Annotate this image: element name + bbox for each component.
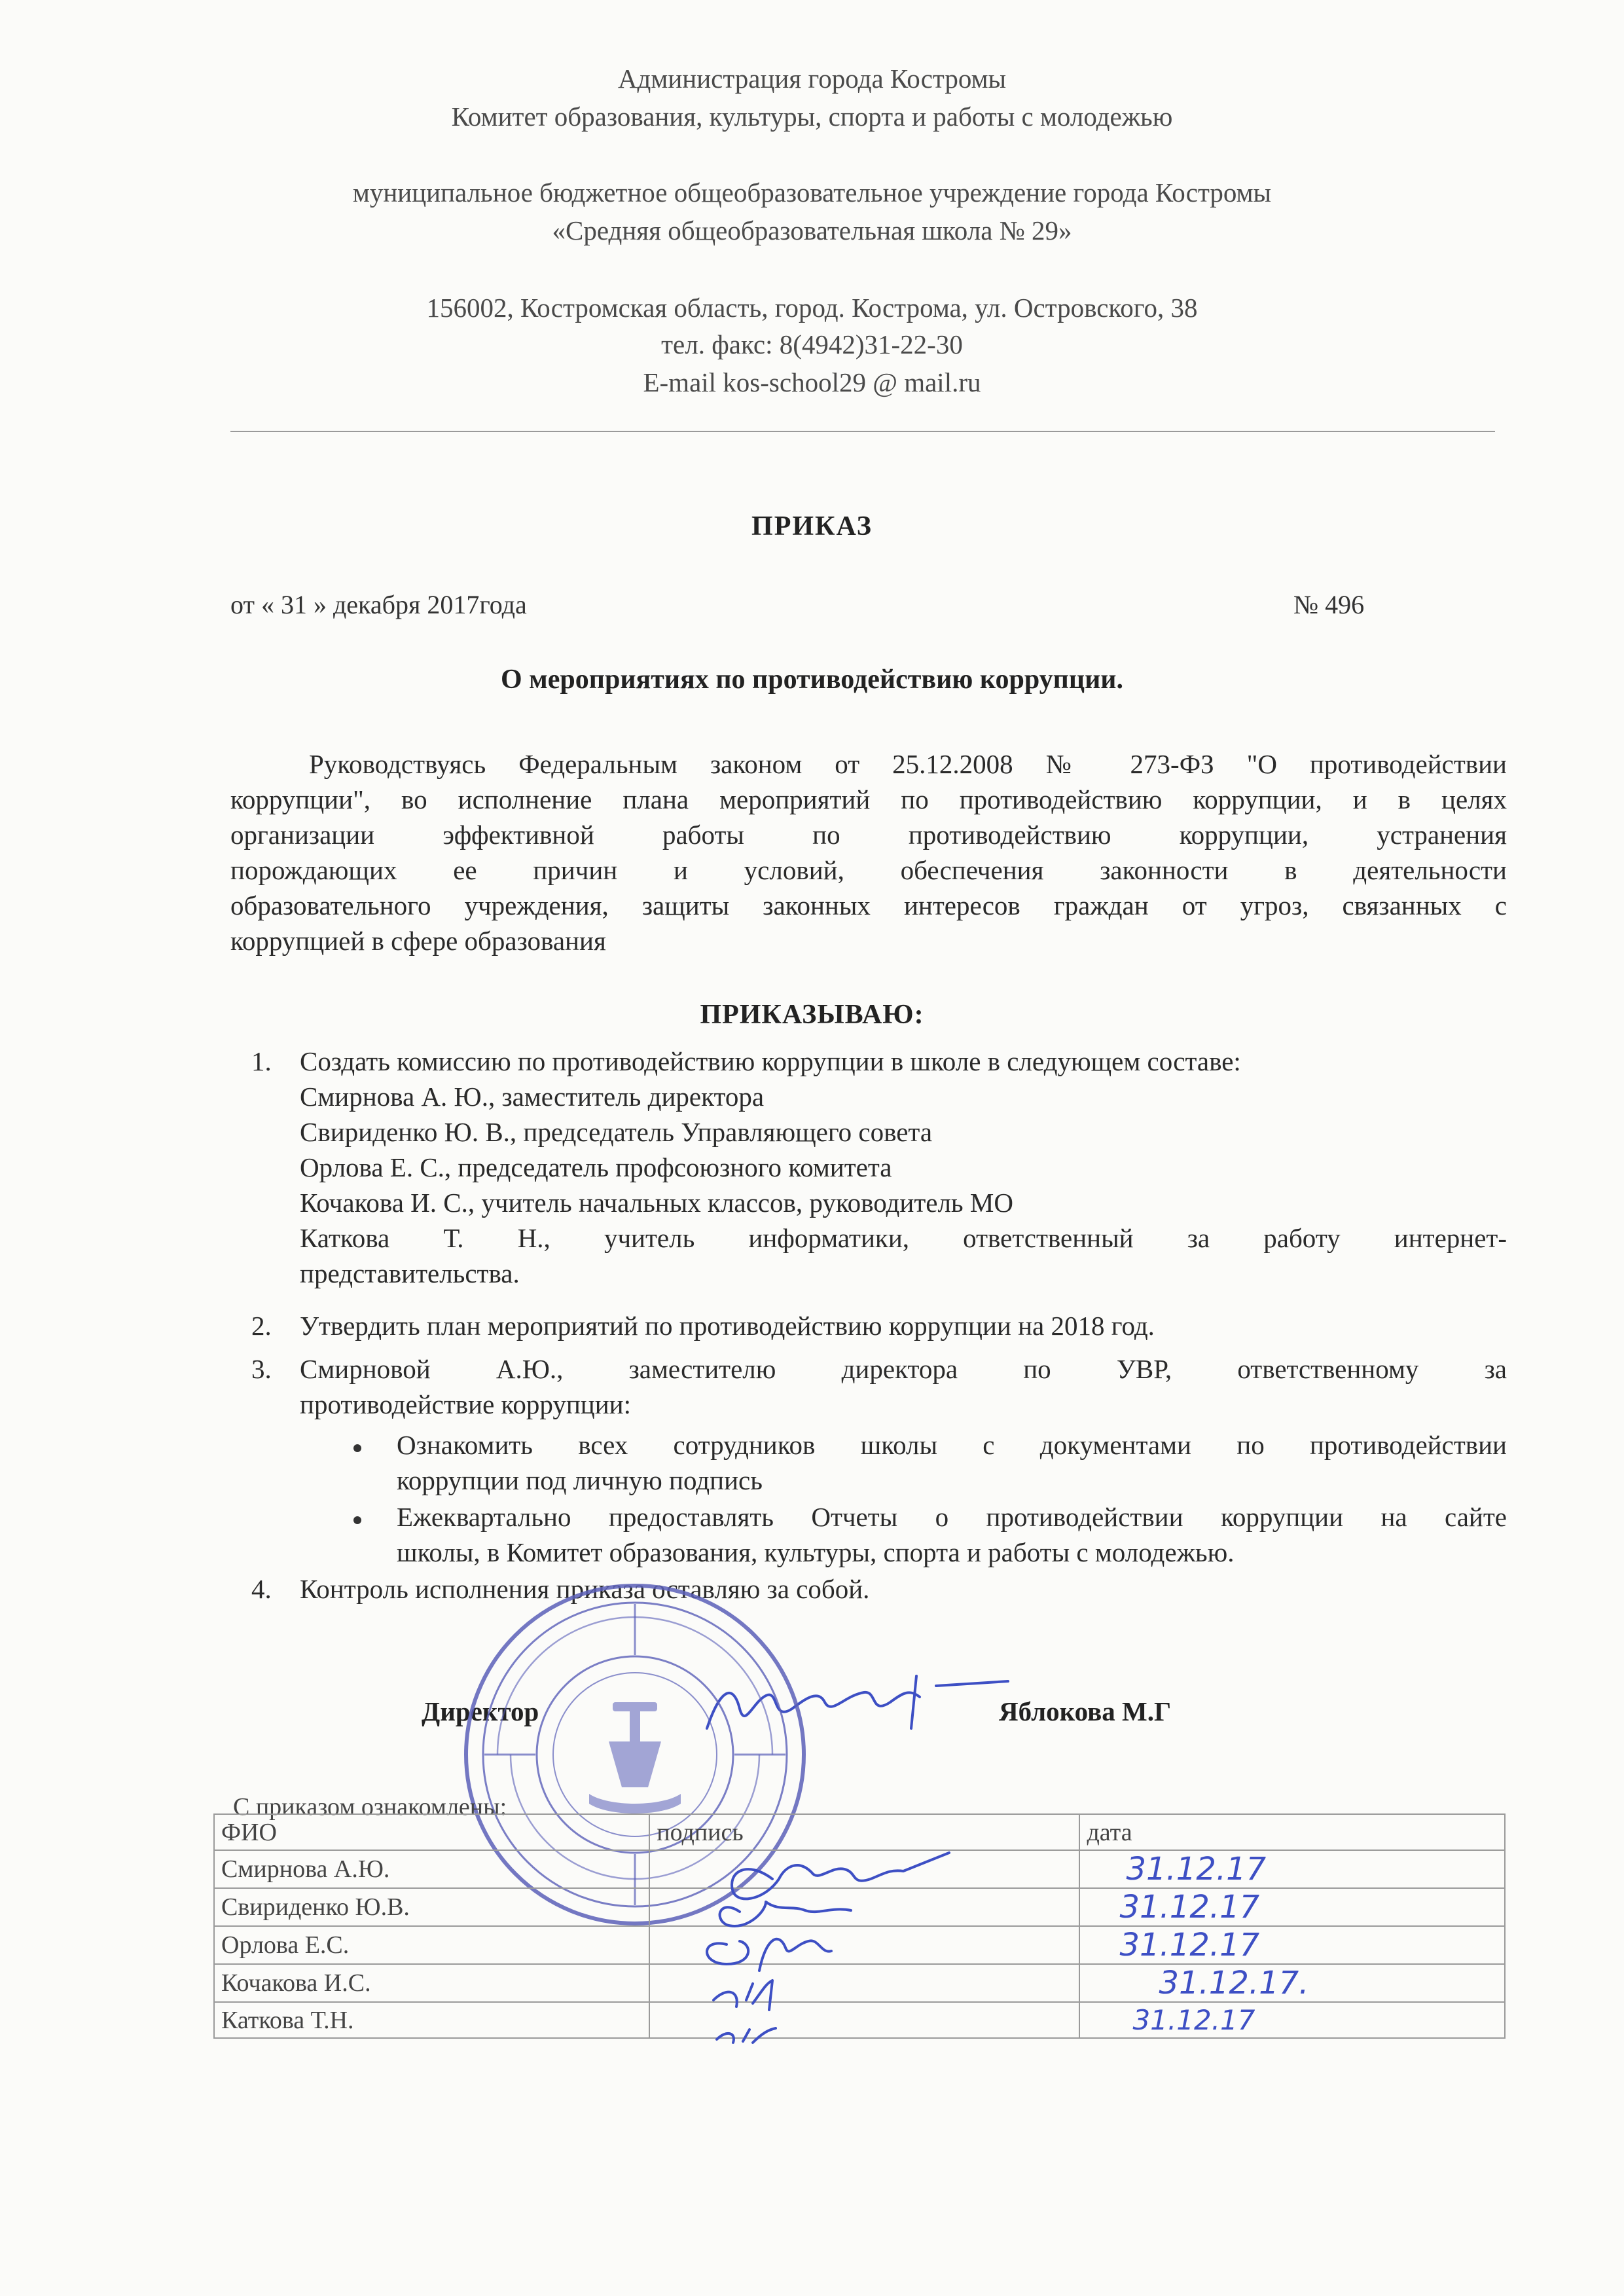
signature-row-4 <box>713 1980 772 2010</box>
order-number: № 496 <box>1293 590 1365 619</box>
header-address: 156002, Костромская область, город. Кострома, ул. Островского, 38 <box>426 293 1198 323</box>
document-title: ПРИКАЗ <box>751 511 873 541</box>
header-school-name: «Средняя общеобразовательная школа № 29» <box>552 215 1072 246</box>
item-2-text: Утвердить план мероприятий по противодействию коррупции на 2018 год. <box>300 1311 1155 1341</box>
header-separator <box>230 431 1495 432</box>
column-header-date: дата <box>1079 1814 1505 1850</box>
signed-date: 31.12.17. <box>1079 1964 1505 2002</box>
preamble-line: организации эффективной работы по противодействию коррупции, устранения <box>230 820 1507 850</box>
preamble-line: Руководствуясь Федеральным законом от 25.12.2008 № 273-ФЗ "О противодействии <box>309 749 1507 779</box>
column-header-signature: подпись <box>649 1814 1079 1850</box>
signed-date: 31.12.17 <box>1079 2002 1505 2038</box>
signature-row-1 <box>732 1853 949 1899</box>
item-number: 3. <box>251 1354 272 1384</box>
item-3-bullet-1-continued: коррупции под личную подпись <box>397 1465 763 1495</box>
item-3-text-continued: противодействие коррупции: <box>300 1389 631 1419</box>
employee-name: Орлова Е.С. <box>214 1926 649 1964</box>
signature-row-3 <box>707 1939 831 1971</box>
signer-position: Директор <box>422 1696 539 1726</box>
commission-member: Орлова Е. С., председатель профсоюзного комитета <box>300 1152 892 1182</box>
column-header-name: ФИО <box>214 1814 649 1850</box>
item-3-bullet-2: Ежеквартально предоставлять Отчеты о противодействии коррупции на сайте <box>397 1502 1507 1532</box>
signature-row-2 <box>720 1902 851 1926</box>
item-4-text: Контроль исполнения приказа оставляю за собой. <box>300 1574 870 1604</box>
preamble-line: образовательного учреждения, защиты законных интересов граждан от угроз, связанных с <box>230 890 1507 920</box>
order-subject: О мероприятиях по противодействию коррупции. <box>501 665 1123 695</box>
item-3-bullet-2-continued: школы, в Комитет образования, культуры, спорта и работы с молодежью. <box>397 1537 1235 1567</box>
header-email: E-mail kos-school29 @ mail.ru <box>643 367 981 397</box>
commission-member: Каткова Т. Н., учитель информатики, ответственный за работу интернет- <box>300 1223 1507 1253</box>
employee-name: Каткова Т.Н. <box>214 2002 649 2038</box>
signed-date: 31.12.17 <box>1079 1926 1505 1964</box>
order-directive: ПРИКАЗЫВАЮ: <box>700 1000 924 1030</box>
header-administration: Администрация города Костромы <box>617 64 1007 94</box>
preamble-line: коррупцией в сфере образования <box>230 926 606 956</box>
header-phone: тел. факс: 8(4942)31-22-30 <box>661 329 963 359</box>
employee-signatures <box>655 1833 1021 2056</box>
employee-name: Свириденко Ю.В. <box>214 1888 649 1926</box>
preamble-line: коррупции", во исполнение плана мероприятий по противодействию коррупции, и в целях <box>230 784 1507 814</box>
item-3-text: Смирновой А.Ю., заместителю директора по УВР, ответственному за <box>300 1354 1507 1384</box>
commission-member: Кочакова И. С., учитель начальных классов, руководитель МО <box>300 1188 1013 1218</box>
header-institution: муниципальное бюджетное общеобразовательное учреждение города Костромы <box>352 177 1272 208</box>
signer-name: Яблокова М.Г <box>999 1696 1172 1726</box>
signed-date: 31.12.17 <box>1079 1888 1505 1926</box>
commission-member: Смирнова А. Ю., заместитель директора <box>300 1082 765 1112</box>
order-date: от « 31 » декабря 2017года <box>230 590 527 619</box>
employee-name: Смирнова А.Ю. <box>214 1850 649 1888</box>
acknowledgement-label: С приказом ознакомлены: <box>233 1793 507 1821</box>
commission-member-continued: представительства. <box>300 1258 520 1288</box>
commission-member: Свириденко Ю. В., председатель Управляющего совета <box>300 1117 933 1147</box>
signed-date: 31.12.17 <box>1079 1850 1505 1888</box>
header-committee: Комитет образования, культуры, спорта и работы с молодежью <box>451 101 1173 132</box>
item-number: 2. <box>251 1311 272 1341</box>
bullet-icon <box>353 1516 361 1524</box>
item-1-text: Создать комиссию по противодействию коррупции в школе в следующем составе: <box>300 1046 1241 1076</box>
bullet-icon <box>353 1444 361 1452</box>
employee-name: Кочакова И.С. <box>214 1964 649 2002</box>
signature-row-5 <box>717 2028 776 2043</box>
item-3-bullet-1: Ознакомить всех сотрудников школы с документами по противодействии <box>397 1430 1507 1460</box>
item-number: 4. <box>251 1574 272 1604</box>
preamble-line: порождающих ее причин и условий, обеспечения законности в деятельности <box>230 855 1507 885</box>
item-number: 1. <box>251 1046 272 1076</box>
